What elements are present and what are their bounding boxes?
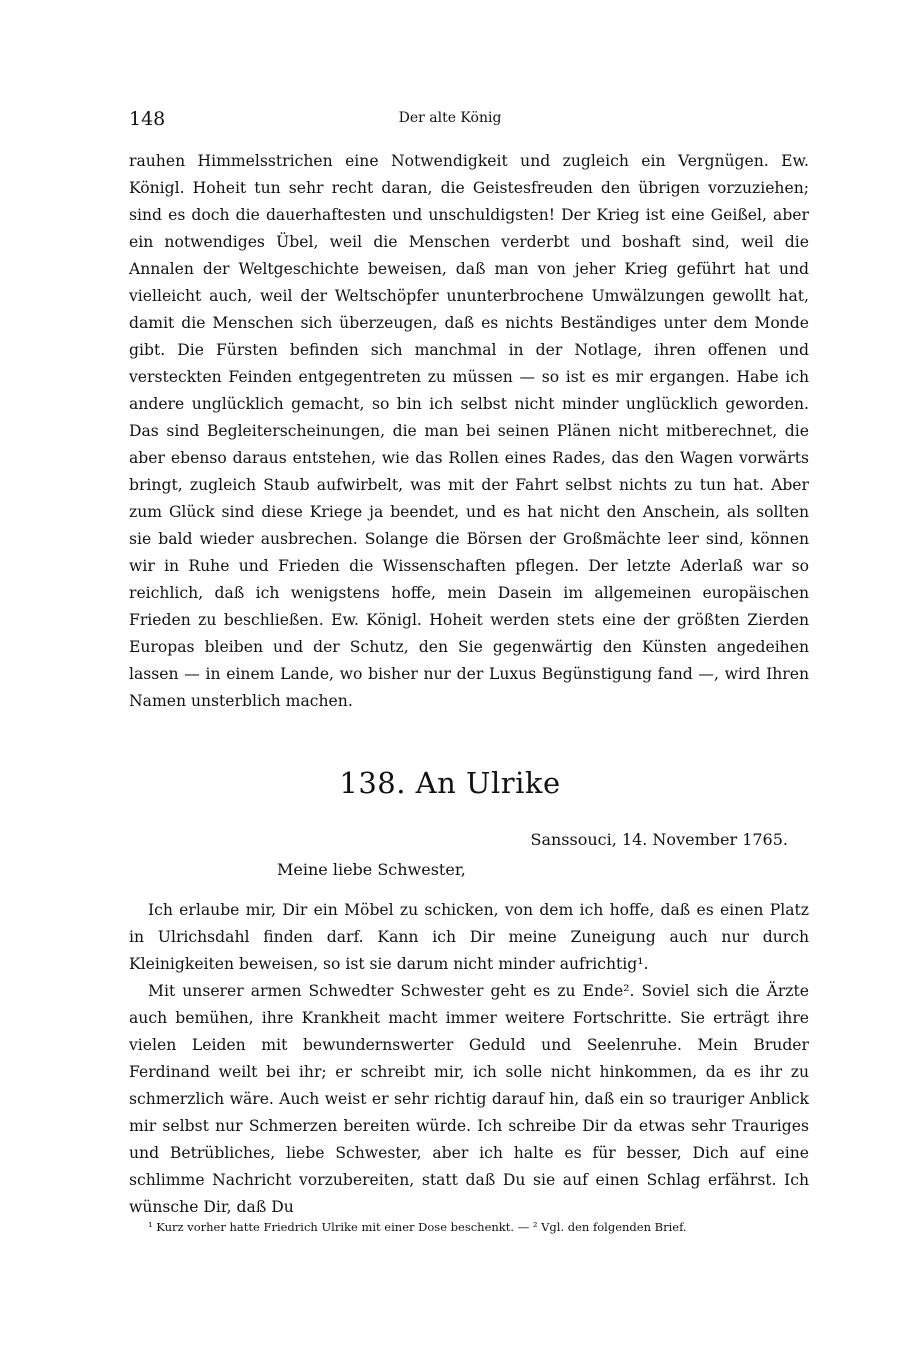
- paragraph: rauhen Himmelsstrichen eine Notwendigkeit und zugleich ein Vergnügen. Ew. Königl. Hoheit tun sehr recht daran, die Geistesfreuden den übrigen vorzuziehen; sind es doch die dauerhaftesten und unschuldigsten! Der Krieg ist eine Geißel, aber ein notwendiges Übel, weil die Menschen verderbt und boshaft sind, weil die Annalen der Weltgeschichte beweisen, daß man von jeher Krieg geführt hat und vielleicht auch, weil der Weltschöpfer ununterbrochene Umwälzungen gewollt hat, damit die Menschen sich überzeugen, daß es nichts Beständiges unter dem Monde gibt. Die Fürsten befinden sich manchmal in der Notlage, ihren offenen und versteckten Feinden entgegentreten zu müssen — so ist es mir ergangen. Habe ich andere unglücklich gemacht, so bin ich selbst nicht minder unglücklich geworden. Das sind Begleiterscheinungen, die man bei seinen Plänen nicht mitberechnet, die aber ebenso daraus entstehen, wie das Rollen eines Rades, das den Wagen vorwärts bringt, zugleich Staub aufwirbelt, was mit der Fahrt selbst nichts zu tun hat. Aber zum Glück sind diese Kriege ja beendet, und es hat nicht den Anschein, als sollten sie bald wieder ausbrechen. Solange die Börsen der Großmächte leer sind, können wir in Ruhe und Frieden die Wissenschaften pflegen. Der letzte Aderlaß war so reichlich, daß ich wenigstens hoffe, mein Dasein im allgemeinen europäischen Frieden zu beschließen. Ew. Königl. Hoheit werden stets eine der größten Zierden Europas bleiben und der Schutz, den Sie gegenwärtig den Künsten angedeihen lassen — in einem Lande, wo bisher nur der Luxus Begünstigung fand —, wird Ihren Namen unsterblich machen.: [129, 152, 809, 710]
- footnotes: ¹ Kurz vorher hatte Friedrich Ulrike mit einer Dose beschenkt. — ² Vgl. den folgenden Brief.: [148, 1220, 687, 1234]
- page-number: 148: [129, 108, 166, 130]
- letter-title: 138. An Ulrike: [339, 766, 561, 800]
- continued-letter-text: [129, 148, 809, 715]
- running-head: Der alte König: [398, 110, 502, 126]
- dateline: Sanssouci, 14. November 1765.: [530, 830, 788, 849]
- paragraph: Mit unserer armen Schwedter Schwester geht es zu Ende². Soviel sich die Ärzte auch bemühen, ihre Krankheit macht immer weitere Fortschritte. Sie erträgt ihre vielen Leiden mit bewundernswerter Geduld und Seelenruhe. Mein Bruder Ferdinand weilt bei ihr; er schreibt mir, ich solle nicht hinkommen, da es ihr zu schmerzlich wäre. Auch weist er sehr richtig darauf hin, daß ein so trauriger Anblick mir selbst nur Schmerzen bereiten würde. Ich schreibe Dir da etwas sehr Trauriges und Betrübliches, liebe Schwester, aber ich halte es für besser, Dich auf eine schlimme Nachricht vorzubereiten, statt daß Du sie auf einen Schlag erfährst. Ich wünsche Dir, daß Du: [129, 982, 809, 1216]
- page-header: [129, 108, 771, 134]
- letter-body: [129, 897, 809, 1221]
- salutation: Meine liebe Schwester,: [277, 860, 466, 879]
- paragraph: Ich erlaube mir, Dir ein Möbel zu schicken, von dem ich hoffe, daß es einen Platz in Ulrichsdahl finden darf. Kann ich Dir meine Zuneigung auch nur durch Kleinigkeiten beweisen, so ist sie darum nicht minder aufrichtig¹.: [129, 901, 809, 973]
